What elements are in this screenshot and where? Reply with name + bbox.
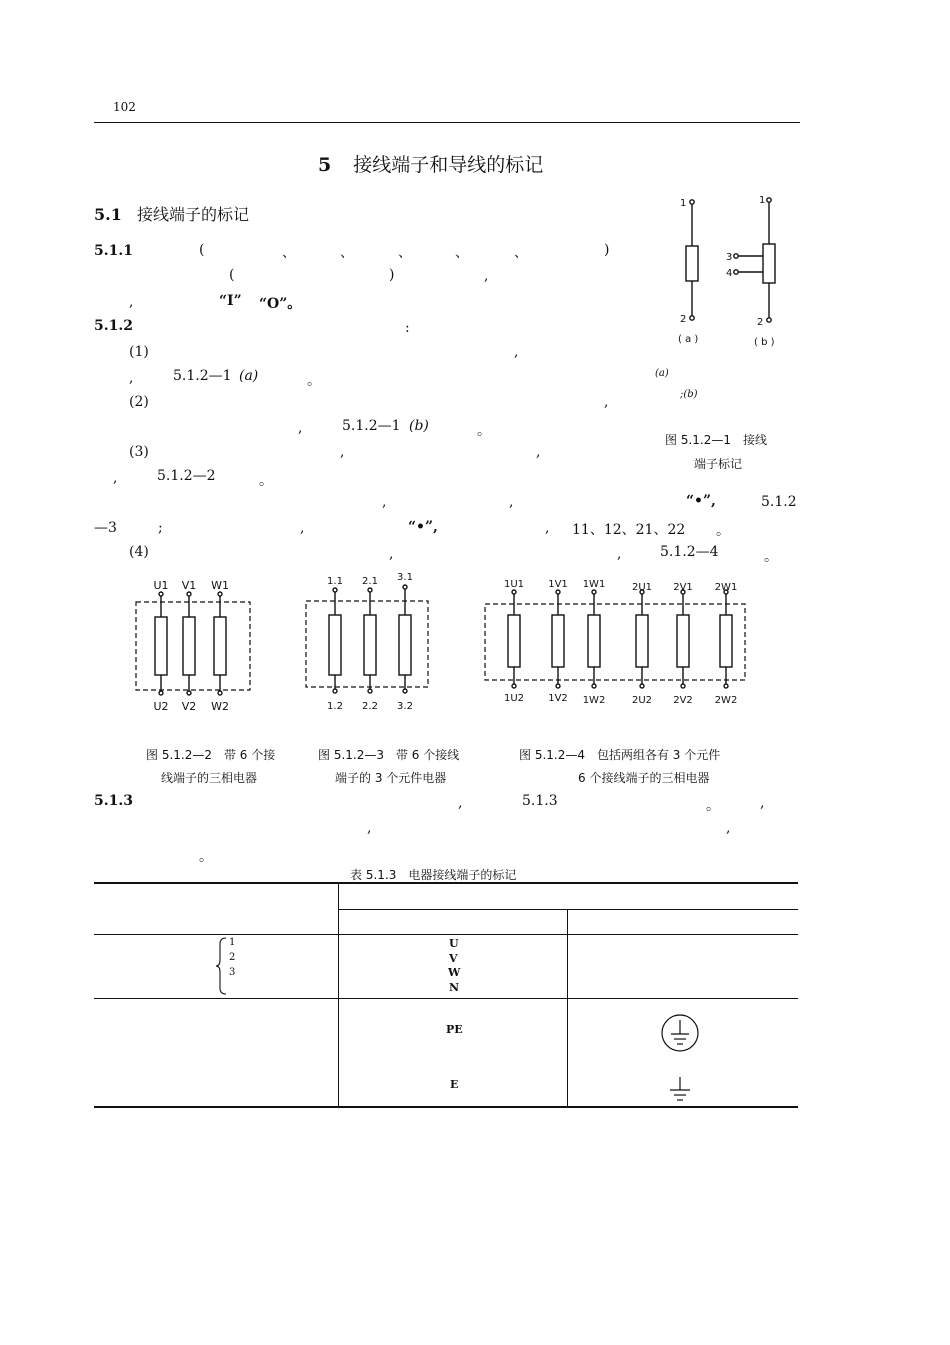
p512-frag: : [405,320,410,336]
p511-frag: 、 [514,245,528,261]
figure-5-1-2-4 [478,574,752,712]
p512-frag: ; [158,520,163,536]
p511-frag: ( [199,242,205,258]
p511-frag: , [129,294,134,310]
figure-reference: 5.1.2—2 [157,468,216,484]
terminal-label: 2V2 [673,695,693,706]
p512-frag: , [113,470,118,486]
item-3-label: (3) [129,444,149,460]
figure-reference: —3 [94,520,117,536]
terminal-label: 2 [757,317,764,328]
p512-frag: 。 [477,423,491,439]
enclosure-dashed [485,604,745,680]
terminal-label: 1.1 [327,576,343,587]
p511-frag: ) [389,267,395,283]
chapter-heading [318,150,543,177]
item-2-label: (2) [129,394,149,410]
page-number: 102 [113,100,136,114]
p511-frag: 、 [398,245,412,261]
terminal-label: 1U1 [503,579,525,590]
enclosure-dashed [136,602,250,690]
figure-caption: 线端子的三相电器 [161,771,258,785]
p512-frag: , [545,520,550,536]
item-4-label: (4) [129,544,149,560]
terminal-label: 3.2 [397,701,413,712]
p512-frag: “•”, [686,493,716,509]
terminal-label: 2 [680,314,687,325]
brace-item: 1 [229,937,236,948]
terminal-label: 1V1 [548,579,568,590]
figure-sublabel: ( b ) [754,337,775,348]
figure-caption: 图 5.1.2—1 接线 [665,433,767,447]
p513-frag: , [760,795,765,811]
terminal-label: 1V2 [548,693,568,704]
table-bottom-rule [94,1106,798,1108]
terminal-label: 1U2 [503,693,525,704]
chapter-number: 5 [318,154,332,176]
p513-frag: , [458,795,463,811]
p511-frag: ( [229,267,235,283]
figure-caption: 端子标记 [694,457,743,471]
brace-icon [214,936,228,996]
p512-frag: , [340,444,345,460]
figure-caption: 图 5.1.2—4 包括两组各有 3 个元件 [519,748,721,762]
clause-5-1-1-number: 5.1.1 [94,243,133,259]
p511-frag: ) [604,242,610,258]
p512-frag: , [389,546,394,562]
p512-frag: , [617,546,622,562]
clause-5-1-2-number: 5.1.2 [94,318,133,334]
figure-reference: 5.1.2—4 [660,544,719,560]
figure-reference-sub: (b) [409,418,429,434]
p512-frag: , [300,520,305,536]
terminal-label: 1W2 [582,695,606,706]
terminal-label: 1 [759,195,766,206]
p512-frag: , [536,444,541,460]
figure-sublabel: ( a ) [678,334,699,345]
p512-frag: 。 [716,523,730,539]
section-heading [94,202,249,225]
figure-5-1-2-3 [300,570,432,716]
p513-frag: 。 [199,849,213,865]
p512-frag: , [382,494,387,510]
p513-frag: , [726,820,731,836]
terminal-label: 3.1 [397,572,413,583]
terminal-mark: V [449,952,458,965]
figure-reference-sub: (a) [239,368,259,384]
figure-caption: 图 5.1.2—3 带 6 个接线 [318,748,460,762]
figure-5-1-2-1 [660,188,800,354]
p512-frag: , [129,370,134,386]
section-title: 接线端子的标记 [136,205,249,224]
header-rule [94,122,800,123]
terminal-dot [690,200,694,204]
terminal-label: 2W2 [714,695,738,706]
terminal-label: 2.1 [362,576,378,587]
terminal-label: 1 [680,198,687,209]
chapter-title: 接线端子和导线的标记 [353,154,544,176]
clause-5-1-3-number: 5.1.3 [94,793,133,809]
figure-caption: 端子的 3 个元件电器 [335,771,447,785]
terminal-dot [690,316,694,320]
figure-reference: 5.1.2—1 [342,418,401,434]
p513-frag: 。 [706,798,720,814]
terminal-mark-pe: PE [446,1023,463,1036]
table-top-rule [94,882,798,884]
p512-frag: , [509,494,514,510]
p512-frag: 。 [307,373,321,389]
fig1-note-b: ;(b) [680,389,698,400]
terminal-label: 2U2 [631,695,653,706]
table-header-subrule [338,909,798,910]
figure-caption: 图 5.1.2—2 带 6 个接 [146,748,276,762]
terminal-label: 2V1 [673,582,693,593]
enclosure-dashed [306,601,428,687]
terminal-label: 2U1 [631,582,653,593]
item-1-label: (1) [129,344,149,360]
table-reference: 5.1.3 [522,793,558,809]
protective-earth-icon [660,1013,700,1053]
table-header-rule [94,934,798,935]
brace-item: 2 [229,952,236,963]
p511-frag: 、 [340,245,354,261]
terminal-numbers: 11、12、21、22 [572,522,686,538]
p511-frag: , [484,268,489,284]
terminal-label: W2 [211,700,229,713]
p512-frag: , [514,344,519,360]
table-caption: 表 5.1.3 电器接线端子的标记 [350,868,517,882]
terminal-label: U2 [153,700,169,713]
p513-frag: , [367,820,372,836]
p511-frag: 、 [455,245,469,261]
terminal-label: 3 [726,252,733,263]
terminal-label: 1W1 [582,579,606,590]
p511-frag: “I” [219,293,242,309]
terminal-mark: W [448,966,461,979]
terminal-label: W1 [211,579,229,592]
figure-caption: 6 个接线端子的三相电器 [578,771,710,785]
p512-frag: 。 [259,473,273,489]
earth-icon [669,1076,691,1102]
terminal-label: V2 [181,700,197,713]
figure-reference: 5.1.2—1 [173,368,232,384]
fig1-note-a: (a) [655,368,669,379]
p512-frag: “•”, [408,519,438,535]
p512-frag: , [604,394,609,410]
terminal-label: 4 [726,268,733,279]
table-row-rule [94,998,798,999]
brace-item: 3 [229,967,236,978]
terminal-label: V1 [181,579,197,592]
terminal-mark: N [449,981,460,994]
p511-frag: 、 [282,245,296,261]
p511-frag: “O”。 [259,296,302,312]
terminal-mark-e: E [450,1078,459,1091]
terminal-mark: U [449,937,459,950]
p512-frag: , [298,420,303,436]
table-column-rule [338,882,339,1107]
terminal-label: 1.2 [327,701,343,712]
table-column-rule [567,909,568,1107]
terminal-label: 2W1 [714,582,738,593]
terminal-label: U1 [153,579,169,592]
figure-reference: 5.1.2 [761,494,797,510]
p512-frag: 。 [764,549,778,565]
section-number: 5.1 [94,205,122,224]
element-box [686,246,698,281]
figure-5-1-2-2 [130,574,260,716]
terminal-label: 2.2 [362,701,378,712]
